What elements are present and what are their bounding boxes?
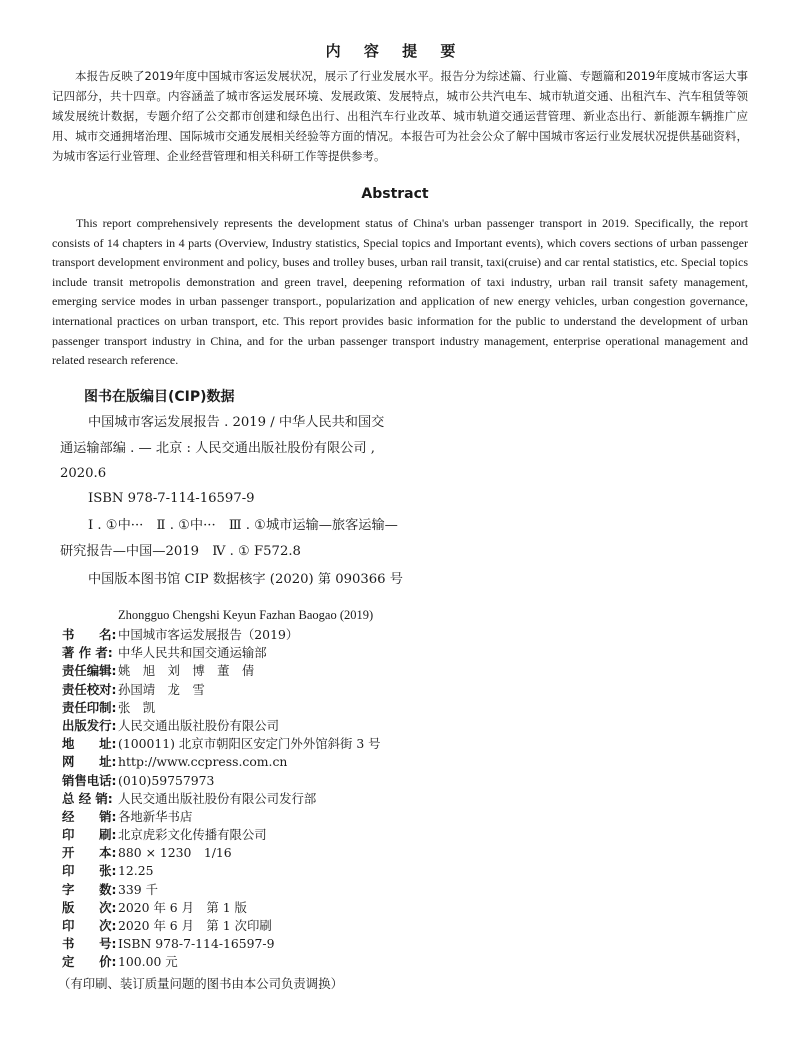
info-label: 版 次: [62, 899, 117, 915]
info-value: 人民交通出版社股份有限公司 [118, 717, 280, 733]
info-value: 姚 旭 刘 博 董 倩 [118, 663, 255, 679]
info-row-distributor [62, 790, 662, 808]
info-value: 880 × 1230 1/16 [118, 845, 232, 861]
cip-line: 中国版本图书馆 CIP 数据核字 (2020) 第 090366 号 [88, 572, 403, 587]
cip-line: ISBN 978-7-114-16597-9 [88, 491, 255, 506]
info-row-address [62, 735, 662, 753]
info-row-edition [62, 899, 662, 917]
info-row-title [62, 626, 662, 644]
info-label: 印 张: [62, 863, 117, 879]
info-row-print-manager [62, 699, 662, 717]
info-row-isbn [62, 935, 662, 953]
info-row-price [62, 953, 662, 971]
pinyin-title: Zhongguo Chengshi Keyun Fazhan Baogao (2019) [118, 608, 374, 622]
info-row-editor [62, 662, 662, 680]
cip-line: 中国城市客运发展报告 . 2019 / 中华人民共和国交 [88, 415, 385, 430]
info-value: 12.25 [118, 863, 154, 879]
publication-info [62, 626, 662, 972]
info-value: 各地新华书店 [118, 808, 193, 824]
quality-note: （有印刷、装订质量问题的图书由本公司负责调换） [58, 976, 343, 991]
cip-line: Ⅰ . ①中··· Ⅱ . ①中··· Ⅲ . ①城市运输—旅客运输— [88, 518, 398, 533]
info-label: 责任校对: [62, 681, 117, 697]
info-label: 地 址: [62, 736, 117, 752]
info-label: 书 名: [62, 627, 117, 642]
cip-line: 研究报告—中国—2019 Ⅳ . ① F572.8 [60, 544, 301, 559]
info-row-sales-phone [62, 772, 662, 790]
info-value: 2020 年 6 月 第 1 次印刷 [118, 918, 272, 933]
info-label: 出版发行: [62, 717, 117, 733]
info-label: 印 刷: [62, 827, 117, 843]
info-value: 中华人民共和国交通运输部 [118, 645, 267, 661]
abstract-title: Abstract [361, 186, 429, 202]
info-value: http://www.ccpress.com.cn [118, 754, 288, 770]
cip-heading: 图书在版编目(CIP)数据 [84, 389, 235, 405]
info-label: 网 址: [62, 754, 117, 770]
info-label: 经 销: [62, 808, 117, 824]
info-value: (010)59757973 [118, 772, 215, 788]
info-value: 339 千 [118, 881, 158, 897]
info-row-seller [62, 808, 662, 826]
info-value: 张 凯 [118, 699, 156, 715]
info-label: 销售电话: [62, 772, 117, 788]
info-row-publisher [62, 717, 662, 735]
cip-line: 通运输部编 . — 北京 : 人民交通出版社股份有限公司 , [60, 441, 375, 456]
cip-line: 2020.6 [60, 466, 107, 481]
info-row-author [62, 644, 662, 662]
info-value: 人民交通出版社股份有限公司发行部 [118, 790, 317, 806]
info-label: 定 价: [62, 954, 117, 970]
info-label: 责任印制: [62, 699, 117, 715]
info-value: (100011) 北京市朝阳区安定门外外馆斜街 3 号 [118, 736, 381, 752]
info-label: 总 经 销: [62, 790, 113, 806]
info-row-word-count [62, 881, 662, 899]
info-value: 北京虎彩文化传播有限公司 [118, 827, 267, 843]
info-value: 孙国靖 龙 雪 [118, 681, 205, 697]
info-row-printer [62, 826, 662, 844]
info-row-proofreader [62, 681, 662, 699]
info-label: 著 作 者: [62, 645, 113, 661]
summary-body: 本报告反映了2019年度中国城市客运发展状况，展示了行业发展水平。报告分为综述篇、行业篇、专题篇和2019年度城市客运大事记四部分，共十四章。内容涵盖了城市客运发展环境、发展政策、发展特点，城市公共汽电车、城市轨道交通、出租汽车、汽车租赁等领域发展统计数据，专题介绍了公交都市创建和绿色出行、出租汽车行业改革、城市轨道交通运营管理、新业态出行、新能源车辆推广应用、城市交通拥堵治理、国际城市交通发展相关经验等方面的情况。本报告可为社会公众了解中国城市客运行业发展状况提供基础资料，为城市客运行业管理、企业经营管理和相关科研工作等提供参考。 [52, 69, 748, 163]
info-row-printing [62, 917, 662, 935]
info-value: 100.00 元 [118, 954, 178, 970]
info-label: 印 次: [62, 918, 117, 933]
info-label: 书 号: [62, 936, 117, 952]
info-label: 开 本: [62, 845, 117, 861]
info-label: 责任编辑: [62, 663, 117, 679]
info-value: 2020 年 6 月 第 1 版 [118, 899, 247, 915]
info-label: 字 数: [62, 881, 117, 897]
info-value: 中国城市客运发展报告（2019） [118, 627, 299, 642]
abstract-body: This report comprehensively represents the development status of China's urban passenger transport in 2019. Specifically, the report consists of 14 chapters in 4 parts (Overview, Industry statistics, Special topics and Important events), which covers sections of urban passenger transport development environment and policy, buses and trolley buses, urban rail transit, taxi(cruise) and car rental statistics, etc. Special topics include transit metropolis demonstration and green travel, deepening reformation of taxi industry, urban rail transit safety management, emerging service modes in urban passenger transport., popularization and application of new energy vehicles, urban congestion governance, international practices on urban transport, etc. This report provides basic information for the public to understand the development of urban passenger transport industry in China, and for the urban passenger transport industry management, enterprise operational management and related research reference. [52, 216, 748, 368]
info-value: ISBN 978-7-114-16597-9 [118, 936, 275, 952]
info-row-sheets [62, 862, 662, 880]
info-row-format [62, 844, 662, 862]
info-row-website [62, 753, 662, 771]
summary-title: 内 容 提 要 [325, 42, 465, 60]
